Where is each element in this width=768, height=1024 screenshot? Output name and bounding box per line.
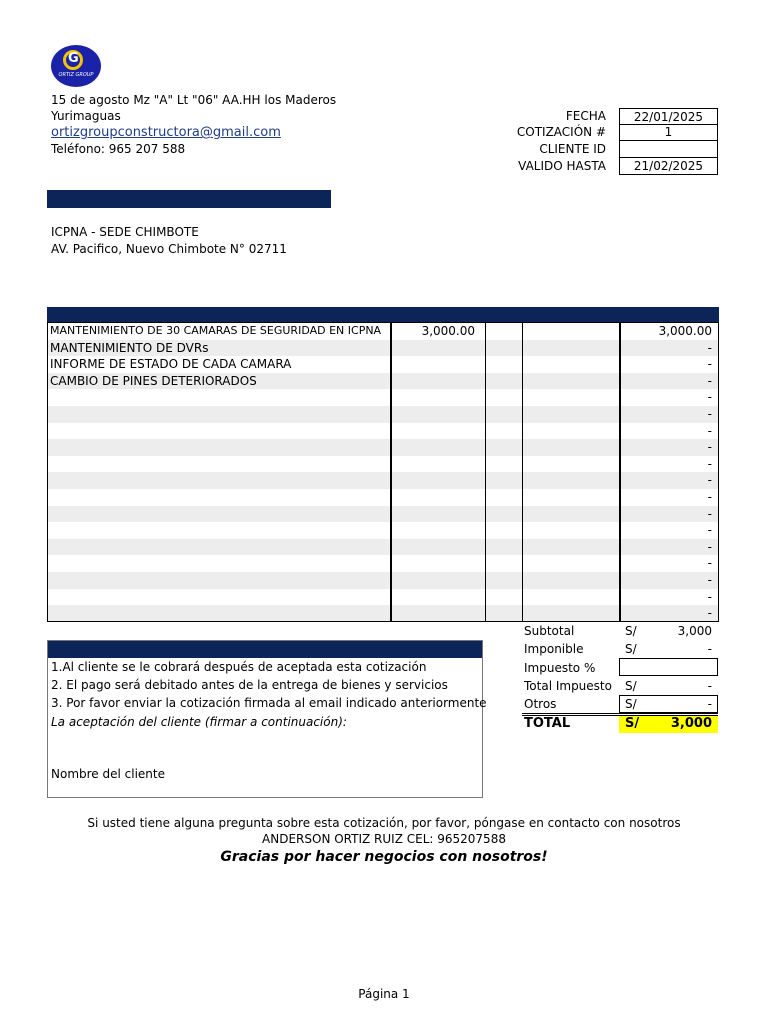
- company-logo: G ORTIZ GROUP: [51, 45, 101, 87]
- impuesto-input[interactable]: [619, 658, 718, 676]
- term-line-1: 1.Al cliente se le cobrará después de aceptada esta cotización: [51, 660, 427, 674]
- total-impuesto-value: -: [707, 679, 712, 693]
- item-total: -: [707, 440, 712, 455]
- table-row: [48, 605, 718, 622]
- acceptance-text: La aceptación del cliente (firmar a continuación):: [51, 715, 347, 729]
- table-row: [48, 572, 718, 589]
- page-number: Página 1: [358, 987, 410, 1001]
- cotizacion-label: COTIZACIÓN #: [516, 125, 606, 139]
- fecha-value: 22/01/2025: [619, 108, 718, 125]
- footer-thanks: Gracias por hacer negocios con nosotros!: [220, 849, 548, 865]
- footer-contact: Si usted tiene alguna pregunta sobre esta cotización, por favor, póngase en contacto con nosotros: [87, 816, 681, 830]
- client-name-label: Nombre del cliente: [51, 767, 165, 781]
- item-total: -: [707, 556, 712, 571]
- item-total: -: [707, 473, 712, 488]
- table-column-divider: [390, 323, 392, 621]
- item-total: -: [707, 573, 712, 587]
- table-row: [48, 340, 718, 357]
- item-total: 3,000.00: [658, 324, 712, 338]
- item-total: -: [707, 506, 712, 521]
- items-header-band: [47, 307, 719, 322]
- total-currency: S/: [625, 716, 640, 731]
- item-description: MANTENIMIENTO DE DVRs: [50, 340, 209, 355]
- item-total: -: [707, 523, 712, 538]
- company-phone: Teléfono: 965 207 588: [51, 142, 186, 156]
- table-row: [48, 323, 718, 340]
- valido-hasta-value: 21/02/2025: [619, 158, 718, 175]
- subtotal-label: Subtotal: [524, 624, 575, 638]
- item-total: -: [707, 390, 712, 405]
- item-total: -: [707, 340, 712, 355]
- valido-hasta-label: VALIDO HASTA: [518, 159, 606, 173]
- subtotal-currency: S/: [625, 624, 637, 638]
- total-value: 3,000: [670, 716, 712, 731]
- table-row: [48, 373, 718, 390]
- item-total: -: [707, 407, 712, 421]
- client-name: ICPNA - SEDE CHIMBOTE: [51, 225, 199, 239]
- company-email-link[interactable]: ortizgroupconstructora@gmail.com: [51, 125, 281, 140]
- footer-contact-name: ANDERSON ORTIZ RUIZ CEL: 965207588: [262, 832, 506, 846]
- otros-label: Otros: [524, 697, 557, 711]
- term-line-3: 3. Por favor enviar la cotización firmada al email indicado anteriormente: [51, 696, 487, 710]
- total-impuesto-currency: S/: [625, 679, 637, 693]
- item-description: CAMBIO DE PINES DETERIORADOS: [50, 373, 257, 388]
- table-row: [48, 406, 718, 423]
- logo-text: ORTIZ GROUP: [58, 72, 94, 78]
- item-total: -: [707, 606, 712, 621]
- table-row: [48, 472, 718, 489]
- table-row: [48, 539, 718, 556]
- item-total: -: [707, 373, 712, 388]
- subtotal-value: 3,000: [677, 624, 712, 638]
- table-row: [48, 555, 718, 572]
- item-price: 3,000.00: [421, 324, 475, 338]
- item-total: -: [707, 539, 712, 554]
- client-address: AV. Pacifico, Nuevo Chimbote N° 02711: [51, 242, 287, 256]
- table-row: [48, 439, 718, 456]
- table-row: [48, 489, 718, 506]
- table-row: [48, 389, 718, 406]
- table-column-divider: [485, 323, 486, 621]
- cliente-id-label: CLIENTE ID: [539, 142, 606, 156]
- table-row: [48, 522, 718, 539]
- company-address-line1: 15 de agosto Mz "A" Lt "06" AA.HH los Maderos: [51, 93, 337, 107]
- item-description: INFORME DE ESTADO DE CADA CAMARA: [50, 357, 292, 372]
- terms-box: [47, 640, 487, 798]
- otros-value: -: [707, 697, 712, 711]
- cotizacion-value: 1: [619, 124, 718, 141]
- imponible-value: -: [707, 642, 712, 656]
- table-row: [48, 456, 718, 473]
- table-column-divider: [619, 323, 621, 621]
- fecha-label: FECHA: [565, 109, 606, 123]
- company-address-line2: Yurimaguas: [51, 109, 121, 123]
- client-header-band: [47, 190, 331, 208]
- imponible-currency: S/: [625, 642, 637, 656]
- item-description: MANTENIMIENTO DE 30 CAMARAS DE SEGURIDAD EN ICPNA: [50, 324, 382, 337]
- table-row: [48, 423, 718, 440]
- item-total: -: [707, 589, 712, 604]
- item-total: -: [707, 456, 712, 471]
- item-total: -: [707, 357, 712, 372]
- imponible-label: Imponible: [524, 642, 584, 656]
- impuesto-label: Impuesto %: [524, 661, 596, 675]
- table-row: [48, 356, 718, 373]
- table-row: [48, 506, 718, 523]
- table-column-divider: [522, 323, 523, 621]
- cliente-id-value: [619, 141, 718, 158]
- otros-currency: S/: [625, 697, 637, 711]
- item-total: -: [707, 490, 712, 504]
- item-total: -: [707, 423, 712, 438]
- items-table: [47, 322, 719, 622]
- term-line-2: 2. El pago será debitado antes de la entrega de bienes y servicios: [51, 678, 448, 692]
- total-impuesto-label: Total Impuesto: [524, 679, 612, 693]
- total-label: TOTAL: [524, 716, 571, 731]
- table-row: [48, 589, 718, 606]
